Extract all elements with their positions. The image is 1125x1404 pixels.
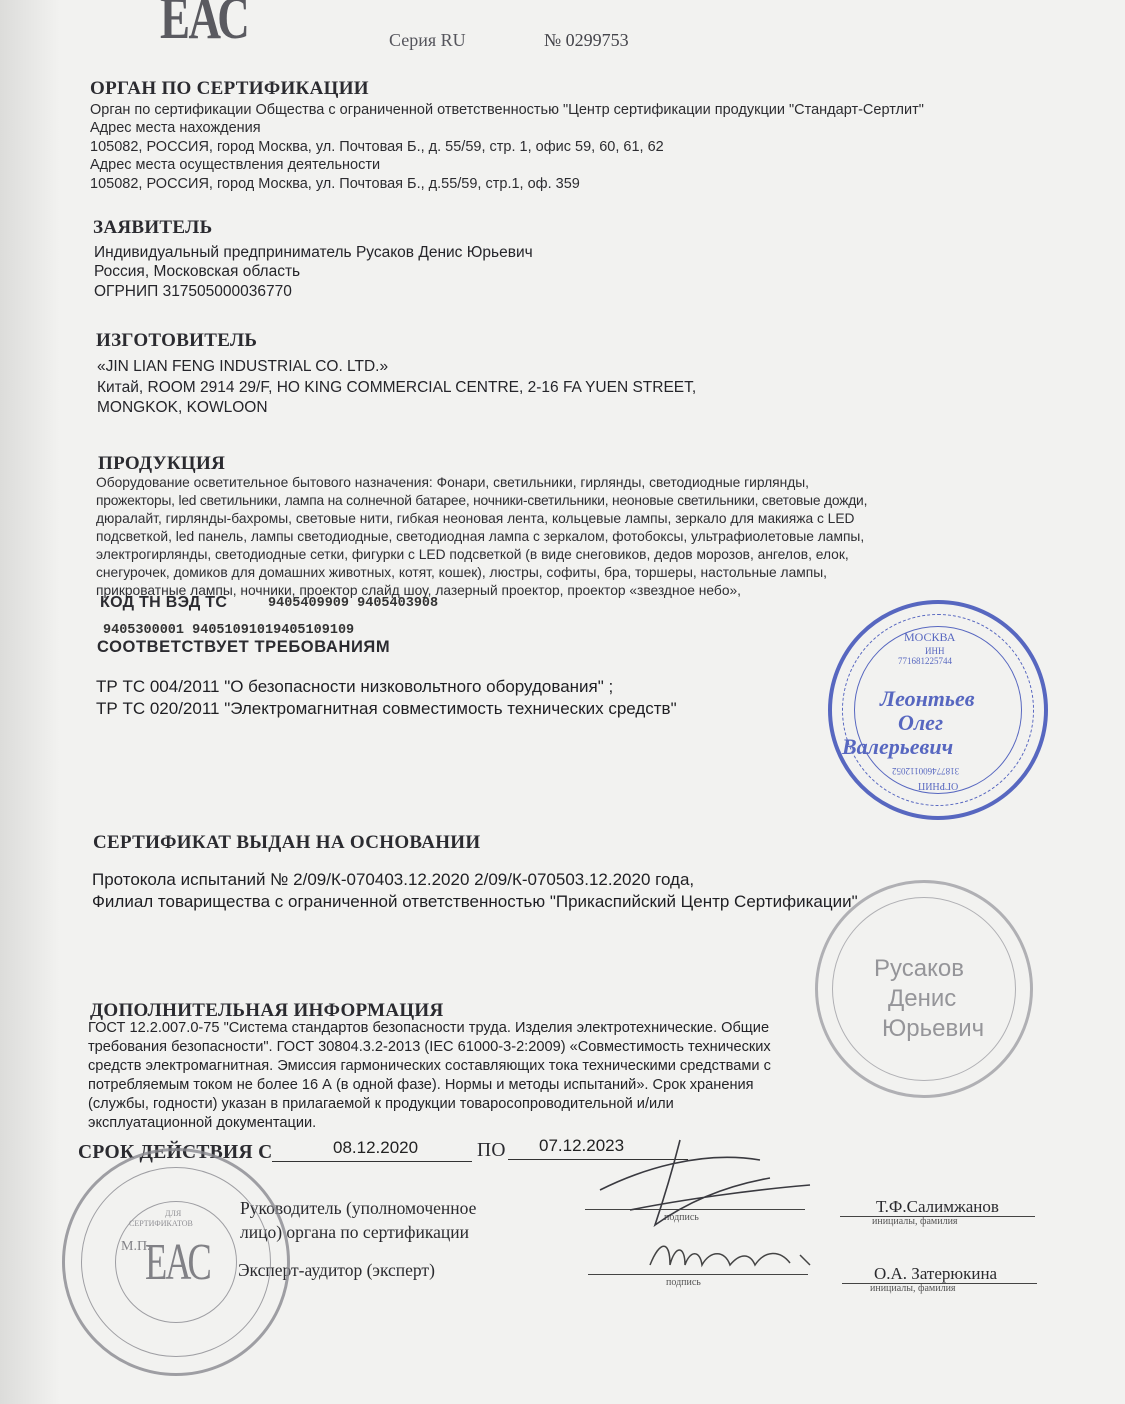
additional-line: ГОСТ 12.2.007.0-75 "Система стандартов безопасности труда. Изделия электротехнические. Общие <box>88 1020 770 1036</box>
additional-line: (службы, годности) указан в прилагаемой к продукции товаросопроводительной и/или <box>88 1096 674 1112</box>
gray-stamp-name2: Денис <box>888 985 957 1012</box>
product-line: прожекторы, led светильники, лампа на солнечной батарее, ночники-светильники, неоновые светильники, световые дожди, <box>96 493 868 508</box>
paper-edge-shadow <box>0 0 60 1404</box>
gray-stamp-name3: Юрьевич <box>882 1015 985 1042</box>
cert-body-line: Адрес места нахождения <box>90 120 261 136</box>
product-line: Оборудование осветительное бытового назначения: Фонари, светильники, гирлянды, светодиодные гирлянды, <box>96 475 810 490</box>
product-line: снегурочек, домиков для домашних животных, котят, кошек), люстры, софиты, бра, торшеры, настольные лампы, <box>96 565 827 580</box>
additional-line: требования безопасности". ГОСТ 30804.3.2-2013 (IEC 61000-3-2:2009) «Совместимость технических <box>88 1039 771 1055</box>
section-title-product: ПРОДУКЦИЯ <box>98 453 226 474</box>
product-line: подсветкой, led панель, лампы светодиодные, светодиодная лампа с зеркалом, фотобоксы, ультрафиолетовые лампы, <box>96 529 865 544</box>
certification-stamp <box>62 1148 290 1376</box>
conformity-line: ТР ТС 004/2011 "О безопасности низковольтного оборудования" ; <box>96 677 614 696</box>
blue-stamp-inn-label: ИНН <box>925 646 945 656</box>
product-line: прикроватные лампы, ночники, проектор слайд шоу, лазерный проектор, проектор «звездное небо», <box>96 583 742 598</box>
expert-name: О.А. Затерюкина <box>874 1264 998 1283</box>
section-title-conformity: СООТВЕТСТВУЕТ ТРЕБОВАНИЯМ <box>97 638 391 656</box>
section-title-basis: СЕРТИФИКАТ ВЫДАН НА ОСНОВАНИИ <box>93 832 481 853</box>
series-label: Серия RU <box>389 30 466 50</box>
basis-line: Филиал товарищества с ограниченной ответственностью "Прикаспийский Центр Сертификации" <box>92 892 858 911</box>
blue-stamp-ogrnip-label: ОГРНИП <box>918 780 959 791</box>
conformity-line: ТР ТС 020/2011 "Электромагнитная совместимость технических средств" <box>96 699 677 718</box>
manufacturer-line: MONGKOK, KOWLOON <box>97 399 268 416</box>
blue-stamp-inn: 771681225744 <box>898 656 952 666</box>
cert-body-line: Орган по сертификации Общества с ограниченной ответственностью "Центр сертификации продукции "Стандарт-Сертлит" <box>90 102 924 118</box>
section-title-cert-body: ОРГАН ПО СЕРТИФИКАЦИИ <box>90 78 369 99</box>
cert-body-line: Адрес места осуществления деятельности <box>90 157 381 173</box>
section-title-additional: ДОПОЛНИТЕЛЬНАЯ ИНФОРМАЦИЯ <box>90 1000 444 1021</box>
product-line: электрогирлянды, светодиодные сетки, фигурки с LED подсветкой (в виде снеговиков, дедов морозов, ангелов, елок, <box>96 547 849 562</box>
gray-stamp-name1: Русаков <box>874 955 964 982</box>
blue-stamp-name3: Валерьевич <box>842 734 954 759</box>
manufacturer-line: Китай, ROOM 2914 29/F, HO KING COMMERCIAL CENTRE, 2-16 FA YUEN STREET, <box>97 379 697 396</box>
blue-stamp-name2: Олег <box>898 710 944 735</box>
applicant-line: ОГРНИП 317505000036770 <box>94 283 292 300</box>
validity-from-date: 08.12.2020 <box>333 1138 419 1157</box>
head-name: Т.Ф.Салимжанов <box>876 1197 999 1216</box>
cert-body-line: 105082, РОССИЯ, город Москва, ул. Почтовая Б., д. 55/59, стр. 1, офис 59, 60, 61, 62 <box>90 139 664 155</box>
applicant-line: Индивидуальный предприниматель Русаков Денис Юрьевич <box>94 244 533 261</box>
cert-body-line: 105082, РОССИЯ, город Москва, ул. Почтовая Б., д.55/59, стр.1, оф. 359 <box>90 176 580 192</box>
expert-name-caption: инициалы, фамилия <box>870 1283 956 1294</box>
eac-stamp-icon: ЕАС <box>145 1234 210 1291</box>
expert-label: Эксперт-аудитор (эксперт) <box>238 1260 435 1280</box>
validity-from-underline <box>272 1161 472 1162</box>
basis-line: Протокола испытаний № 2/09/К-070403.12.2020 2/09/К-070503.12.2020 года, <box>92 870 695 889</box>
section-title-tnved: КОД ТН ВЭД ТС <box>100 594 228 611</box>
certification-stamp-sub: СЕРТИФИКАТОВ <box>129 1219 193 1228</box>
blue-stamp-city: МОСКВА <box>904 630 956 644</box>
head-label-line2: лицо) органа по сертификации <box>240 1222 469 1242</box>
validity-to-date: 07.12.2023 <box>539 1136 625 1155</box>
head-name-caption: инициалы, фамилия <box>872 1216 958 1227</box>
expert-handwritten-signature <box>640 1235 840 1285</box>
additional-line: средств электромагнитная. Эмиссия гармонических составляющих тока техническими средствами с <box>88 1058 771 1074</box>
manufacturer-line: «JIN LIAN FENG INDUSTRIAL CO. LTD.» <box>97 358 389 375</box>
additional-line: эксплуатационной документации. <box>88 1115 317 1131</box>
section-title-applicant: ЗАЯВИТЕЛЬ <box>93 217 213 238</box>
product-line: дюралайт, гирлянды-бахромы, световые нити, гибкая неоновая лента, кольцевые лампы, зеркало для макияжа с LED <box>96 511 855 526</box>
validity-from-label: СРОК ДЕЙСТВИЯ С <box>78 1142 273 1163</box>
blue-stamp-ogrnip: 318774600112052 <box>892 766 960 776</box>
applicant-line: Россия, Московская область <box>94 263 301 280</box>
eac-logo: ЕАС <box>160 0 249 51</box>
head-signature-caption: подпись <box>664 1212 699 1223</box>
certification-stamp-top: ДЛЯ <box>165 1209 182 1218</box>
section-title-manufacturer: ИЗГОТОВИТЕЛЬ <box>96 330 258 351</box>
blue-stamp <box>828 600 1048 820</box>
validity-to-label: ПО <box>477 1140 506 1161</box>
tnved-codes-1: 9405409909 9405403908 <box>268 596 439 611</box>
certificate-number: № 0299753 <box>544 30 629 50</box>
certification-stamp-m: М.П. <box>121 1239 151 1254</box>
head-label-line1: Руководитель (уполномоченное <box>240 1198 477 1218</box>
additional-line: потребляемым током не более 16 А (в одной фазе). Нормы и методы испытаний». Срок хранения <box>88 1077 754 1093</box>
expert-signature-caption: подпись <box>666 1277 701 1288</box>
blue-stamp-name1: Леонтьев <box>880 686 975 711</box>
gray-stamp <box>815 880 1033 1098</box>
tnved-codes-2: 9405300001 94051091019405109109 <box>103 623 355 638</box>
